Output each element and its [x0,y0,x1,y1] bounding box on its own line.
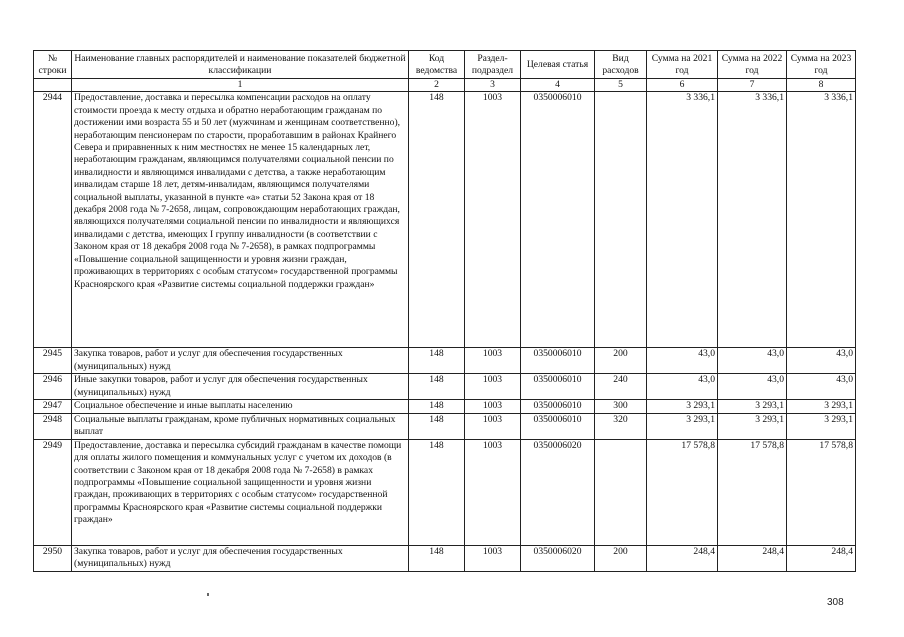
row-number: 2949 [34,439,72,545]
header-expense-kind: Вид расходов [595,51,647,79]
row-section: 1003 [465,374,521,400]
row-dept-code: 148 [409,545,465,571]
row-expense-kind [595,439,647,545]
table-row [34,92,856,348]
row-sum-2022: 3 293,1 [718,400,787,413]
row-sum-2021: 43,0 [647,348,718,374]
row-section: 1003 [465,413,521,439]
row-dept-code: 148 [409,374,465,400]
row-number: 2947 [34,400,72,413]
header-dept-code: Код ведомства [409,51,465,79]
row-sum-2022: 43,0 [718,348,787,374]
row-name: Предоставление, доставка и пересылка субсидий гражданам в качестве помощи для оплаты жилого помещения и коммунальных услуг с учетом их доходов (в соответствии с Законом края от 18 декабря 2008 года № 7-2658) в рамках подпрограммы «Повышение социальной защищенности и уровня жизни граждан, проживающих в территориях с особым статусом» государственной программы Красноярского края «Развитие системы социальной поддержки граждан» [72,439,409,545]
row-name: Социальные выплаты гражданам, кроме публичных нормативных социальных выплат [72,413,409,439]
table-row [34,439,856,545]
budget-table [33,50,856,572]
row-target-article: 0350006010 [521,348,595,374]
row-number: 2948 [34,413,72,439]
row-dept-code: 148 [409,413,465,439]
row-section: 1003 [465,400,521,413]
row-expense-kind: 200 [595,545,647,571]
row-dept-code: 148 [409,92,465,348]
row-expense-kind [595,92,647,348]
column-number-row [34,79,856,92]
row-number: 2945 [34,348,72,374]
row-sum-2021: 3 336,1 [647,92,718,348]
budget-table-container [33,50,855,572]
column-number: 6 [647,79,718,92]
row-section: 1003 [465,439,521,545]
row-target-article: 0350006020 [521,545,595,571]
column-number: 2 [409,79,465,92]
column-number: 4 [521,79,595,92]
table-row [34,545,856,571]
row-sum-2022: 17 578,8 [718,439,787,545]
row-sum-2022: 3 293,1 [718,413,787,439]
row-expense-kind: 320 [595,413,647,439]
header-name: Наименование главных распорядителей и наименование показателей бюджетной классификации [72,51,409,79]
row-name: Социальное обеспечение и иные выплаты населению [72,400,409,413]
row-sum-2022: 3 336,1 [718,92,787,348]
header-sum-2023: Сумма на 2023 год [787,51,856,79]
row-target-article: 0350006010 [521,92,595,348]
row-dept-code: 148 [409,400,465,413]
row-name: Закупка товаров, работ и услуг для обеспечения государственных (муниципальных) нужд [72,348,409,374]
column-number: 1 [72,79,409,92]
row-expense-kind: 240 [595,374,647,400]
row-section: 1003 [465,92,521,348]
row-sum-2023: 248,4 [787,545,856,571]
row-sum-2022: 248,4 [718,545,787,571]
row-name: Закупка товаров, работ и услуг для обеспечения государственных (муниципальных) нужд [72,545,409,571]
row-dept-code: 148 [409,348,465,374]
row-target-article: 0350006010 [521,413,595,439]
row-sum-2023: 3 293,1 [787,400,856,413]
row-number: 2950 [34,545,72,571]
row-section: 1003 [465,348,521,374]
row-sum-2023: 3 336,1 [787,92,856,348]
row-sum-2021: 3 293,1 [647,400,718,413]
column-number [34,79,72,92]
row-target-article: 0350006010 [521,374,595,400]
row-sum-2021: 248,4 [647,545,718,571]
header-row [34,51,856,79]
column-number: 8 [787,79,856,92]
row-sum-2021: 17 578,8 [647,439,718,545]
header-section: Раздел-подраздел [465,51,521,79]
row-name: Иные закупки товаров, работ и услуг для обеспечения государственных (муниципальных) нужд [72,374,409,400]
row-sum-2023: 17 578,8 [787,439,856,545]
row-sum-2021: 43,0 [647,374,718,400]
table-row [34,374,856,400]
header-sum-2022: Сумма на 2022 год [718,51,787,79]
row-sum-2022: 43,0 [718,374,787,400]
row-target-article: 0350006010 [521,400,595,413]
row-sum-2023: 43,0 [787,374,856,400]
row-dept-code: 148 [409,439,465,545]
row-number: 2944 [34,92,72,348]
row-sum-2021: 3 293,1 [647,413,718,439]
header-sum-2021: Сумма на 2021 год [647,51,718,79]
row-target-article: 0350006020 [521,439,595,545]
column-number: 5 [595,79,647,92]
header-row-number: № строки [34,51,72,79]
scan-speck [207,593,209,596]
column-number: 7 [718,79,787,92]
row-sum-2023: 43,0 [787,348,856,374]
row-expense-kind: 300 [595,400,647,413]
table-row [34,348,856,374]
row-name: Предоставление, доставка и пересылка компенсации расходов на оплату стоимости проезда к месту отдыха и обратно неработающим гражданам по достижении ими возраста 55 и 50 лет (мужчинам и женщинам соответственно), неработающим пенсионерам по старости, проработавшим в районах Крайнего Севера и приравненных к ним местностях не менее 15 календарных лет, неработающим гражданам, являющимся получателями социальной пенсии по инвалидности и являющимся инвалидами с детства, а также неработающим инвалидам старше 18 лет, детям-инвалидам, являющимся получателями социальной выплаты, указанной в пункте «а» статьи 52 Закона края от 18 декабря 2008 года № 7-2658, лицам, сопровождающим неработающих граждан, являющихся получателями социальной пенсии по инвалидности и являющихся инвалидами с детства, имеющих I группу инвалидности (в соответствии с Законом края от 18 декабря 2008 года № 7-2658), в рамках подпрограммы «Повышение социальной защищенности и уровня жизни граждан, проживающих в территориях с особым статусом» государственной программы Красноярского края «Развитие системы социальной поддержки граждан» [72,92,409,348]
table-row [34,413,856,439]
row-sum-2023: 3 293,1 [787,413,856,439]
row-expense-kind: 200 [595,348,647,374]
header-target-article: Целевая статья [521,51,595,79]
column-number: 3 [465,79,521,92]
page-number: 308 [827,597,844,608]
row-section: 1003 [465,545,521,571]
table-row [34,400,856,413]
row-number: 2946 [34,374,72,400]
